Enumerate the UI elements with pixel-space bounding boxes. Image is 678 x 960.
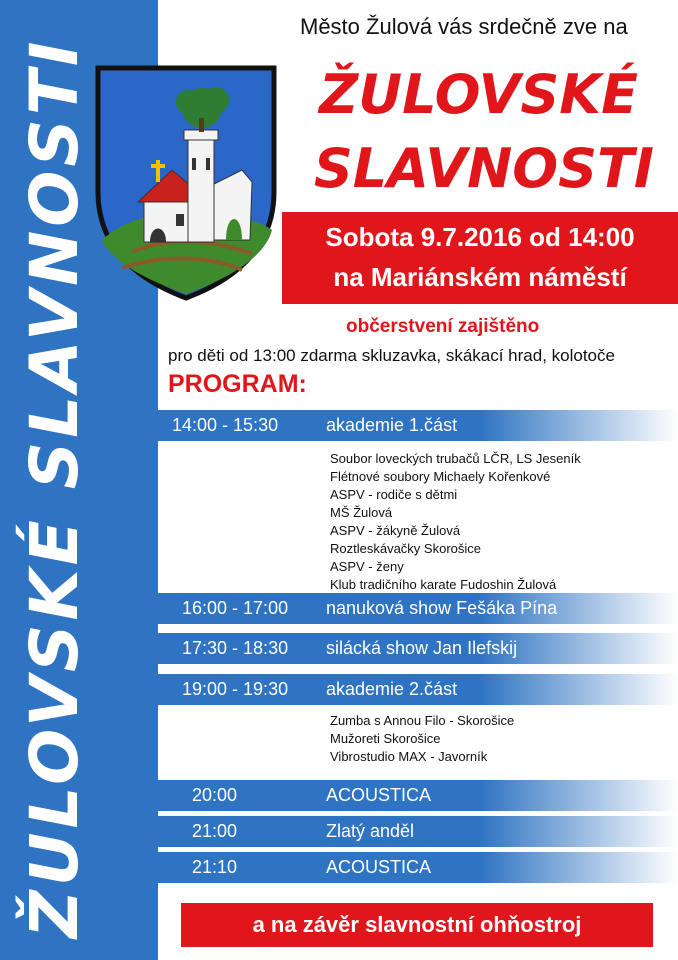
program-name: silácká show Jan Ilefskij	[326, 638, 518, 658]
list-item: Zumba s Annou Filo - Skorošice	[330, 713, 515, 728]
program-row	[158, 780, 678, 811]
list-item: Mužoreti Skorošice	[330, 731, 441, 746]
program-time: 19:00 - 19:30	[182, 679, 289, 699]
list-item: Roztleskávačky Skorošice	[330, 541, 481, 556]
fireworks-banner: a na závěr slavnostní ohňostroj	[181, 903, 653, 947]
zulova-coat-of-arms-icon	[92, 62, 280, 302]
list-item: Klub tradičního karate Fudoshin Žulová	[330, 577, 557, 592]
program-time: 16:00 - 17:00	[182, 598, 289, 618]
program-name: ACOUSTICA	[326, 857, 432, 877]
program-name: akademie 1.část	[326, 415, 458, 435]
program-time: 14:00 - 15:30	[172, 415, 279, 435]
program-name: Zlatý anděl	[326, 821, 415, 841]
program-row	[158, 410, 678, 441]
academy2-performer-list	[330, 712, 514, 766]
kids-attractions-note: pro děti od 13:00 zdarma skluzavka, skákací hrad, kolotoče	[168, 346, 615, 365]
main-title-line-2: SLAVNOSTI	[313, 137, 654, 200]
main-title-line-1: ŽULOVSKÉ	[319, 63, 638, 126]
program-time: 20:00	[192, 785, 238, 805]
program-row	[158, 593, 678, 624]
list-item: MŠ Žulová	[330, 505, 393, 520]
invitation-text: Město Žulová vás srdečně zve na	[300, 14, 628, 39]
venue: na Mariánském náměstí	[333, 262, 627, 292]
list-item: ASPV - rodiče s dětmi	[330, 487, 458, 502]
program-name: akademie 2.část	[326, 679, 458, 699]
list-item: Flétnové soubory Michaely Kořenkové	[330, 469, 551, 484]
program-name: ACOUSTICA	[326, 785, 432, 805]
program-time: 21:00	[192, 821, 238, 841]
refreshments-note: občerstvení zajištěno	[346, 316, 540, 337]
list-item: ASPV - žákyně Žulová	[330, 523, 461, 538]
program-name: nanuková show Fešáka Pína	[326, 598, 558, 618]
list-item: Vibrostudio MAX - Javorník	[330, 749, 488, 764]
program-heading: PROGRAM:	[168, 370, 307, 398]
program-row	[158, 633, 678, 664]
program-row	[158, 816, 678, 847]
vertical-festival-title: ŽULOVSKÉ SLAVNOSTI	[16, 37, 93, 938]
program-row	[158, 674, 678, 705]
date-time: Sobota 9.7.2016 od 14:00	[325, 222, 635, 252]
list-item: ASPV - ženy	[330, 559, 404, 574]
program-time: 21:10	[192, 857, 238, 877]
program-time: 17:30 - 18:30	[182, 638, 289, 658]
program-row	[158, 852, 678, 883]
list-item: Soubor loveckých trubačů LČR, LS Jeseník	[330, 451, 581, 466]
academy1-performer-list	[330, 450, 581, 594]
